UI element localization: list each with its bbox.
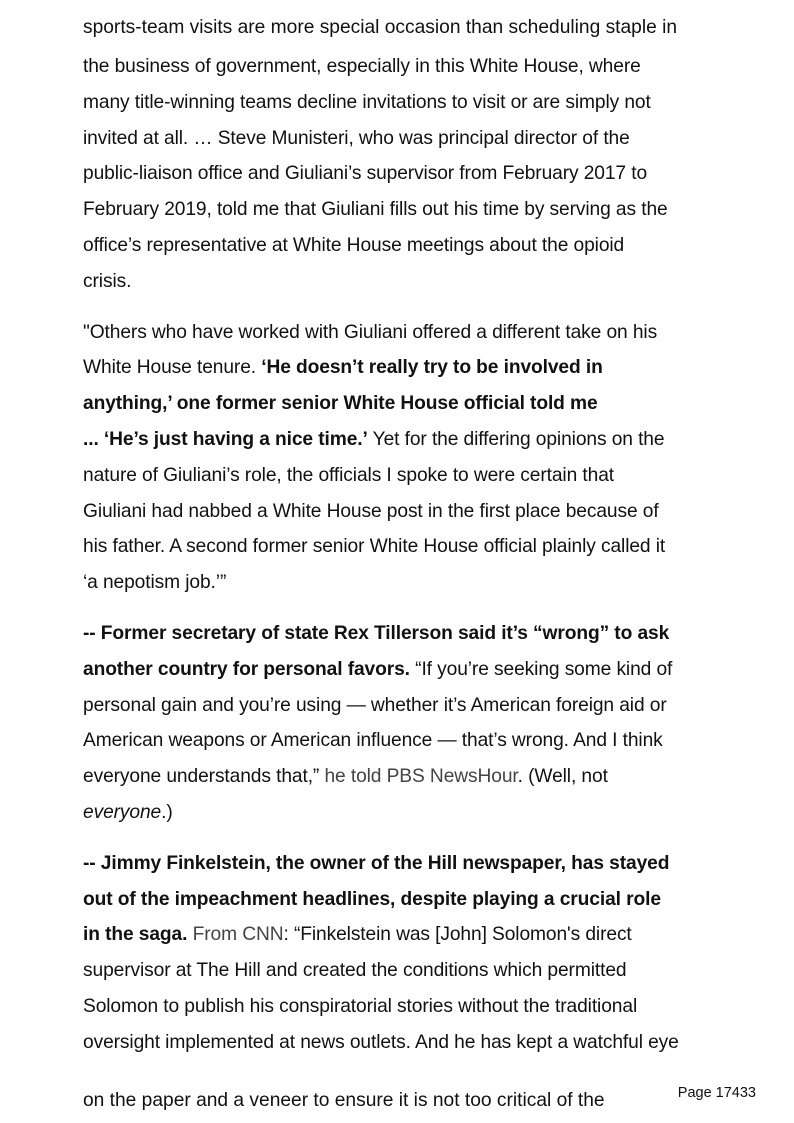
clipped-top-text: sports-team visits are more special occasion than scheduling staple in [83,17,678,38]
p2-line: Giuliani had nabbed a White House post in the first place because of [83,500,659,522]
p2-text: Yet for the differing opinions on the [367,428,665,450]
p2-line: "Others who have worked with Giuliani offered a different take on his [83,321,658,343]
p3-italic: everyone [83,801,162,823]
p3-line: American weapons or American influence — that’s wrong. And I think [83,730,663,752]
p3-line: personal gain and you’re using — whether it’s American foreign aid or [83,694,667,716]
p1-line: crisis. [83,270,132,292]
p1-line: February 2019, told me that Giuliani fills out his time by serving as the [83,199,668,221]
p3-text: . (Well, not [517,766,608,788]
p3-text: “If you’re seeking some kind of [409,658,673,680]
p3-bold-lede: another country for personal favors. [83,658,410,680]
p1-line: many title-winning teams decline invitations to visit or are simply not [83,91,651,113]
p2-bold-quote: anything,’ one former senior White House official told me [83,393,598,415]
p3-bold-lede: -- Former secretary of state Rex Tillerson said it’s “wrong” to ask [83,622,670,644]
p4-line: oversight implemented at news outlets. And he has kept a watchful eye [83,1031,679,1053]
clipped-top-line [83,17,723,44]
p1-line: public-liaison office and Giuliani’s supervisor from February 2017 to [83,163,648,185]
paragraph-4 [83,846,723,1061]
p1-line: invited at all. … Steve Munisteri, who was principal director of the [83,127,630,149]
p4-bold-lede: out of the impeachment headlines, despite playing a crucial role [83,888,661,910]
p1-line: the business of government, especially in this White House, where [83,56,641,77]
clipped-bottom-text: on the paper and a veneer to ensure it is not too critical of the [83,1090,605,1111]
p2-bold-quote: ... ‘He’s just having a nice time.’ [83,428,368,450]
paragraph-1 [83,49,723,300]
p2-line: ‘a nepotism job.’” [83,572,227,594]
p2-bold-quote: ‘He doesn’t really try to be involved in [261,357,603,379]
p2-text: White House tenure. [83,357,262,379]
p2-line: nature of Giuliani’s role, the officials I spoke to were certain that [83,464,614,486]
p4-text: : “Finkelstein was [John] Solomon's direct [283,924,632,946]
cnn-link[interactable]: From CNN [187,924,284,946]
article-body [83,49,723,1061]
page-number: Page 17433 [677,1085,756,1101]
p1-line: office’s representative at White House meetings about the opioid [83,234,625,256]
p4-bold-lede: -- Jimmy Finkelstein, the owner of the Hill newspaper, has stayed [83,852,670,874]
p4-line: Solomon to publish his conspiratorial stories without the traditional [83,995,638,1017]
paragraph-2 [83,315,723,601]
p4-line: supervisor at The Hill and created the conditions which permitted [83,960,627,982]
paragraph-3 [83,616,723,831]
pbs-newshour-link[interactable]: he told PBS NewsHour [324,766,518,788]
p4-bold-lede: in the saga. [83,924,188,946]
p3-text: .) [161,801,173,823]
p3-text: everyone understands that,” [83,766,325,788]
p2-line: his father. A second former senior White House official plainly called it [83,536,666,558]
